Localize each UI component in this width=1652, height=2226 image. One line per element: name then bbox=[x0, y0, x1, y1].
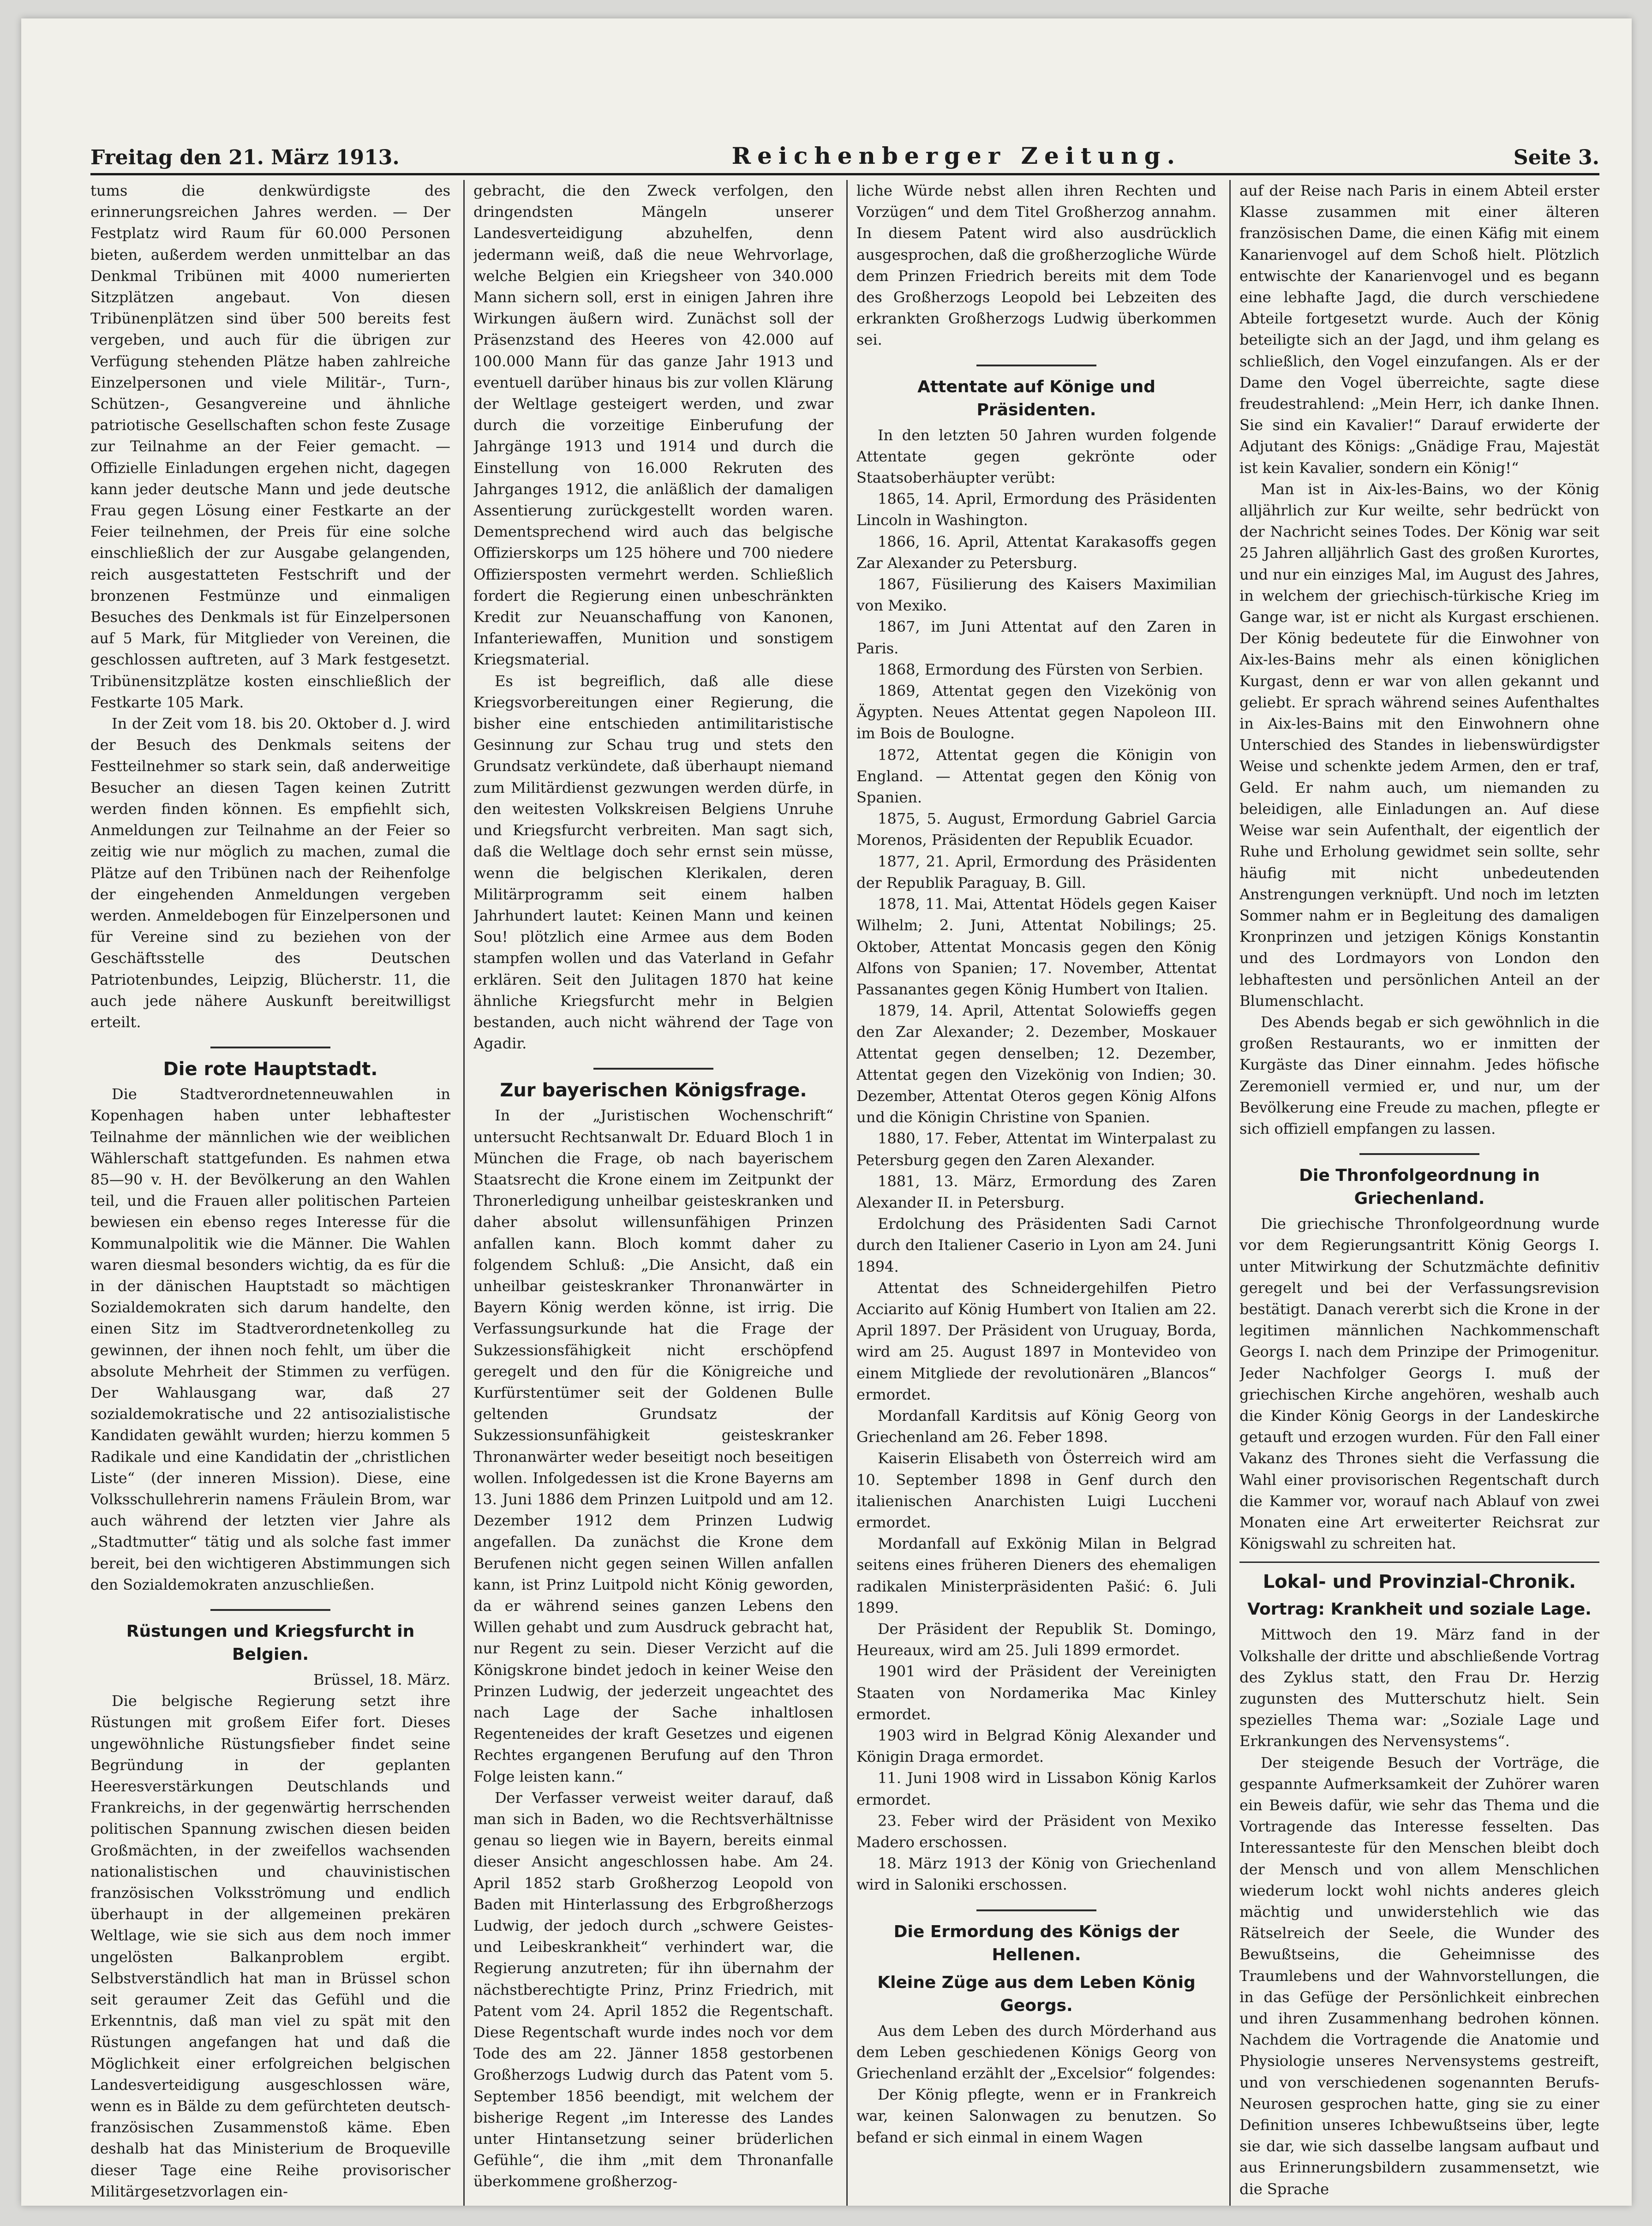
article-paragraph: auf der Reise nach Paris in einem Abteil erster Klasse zusammen mit einer älteren französischen Dame, die einen Käfig mit einem Kanarienvogel auf dem Schoß hielt. Plötzlich entwischte der Kanarienvogel und es begann eine lebhafte Jagd, die durch verschiedene Abteile fortgesetzt wurde. Auch der König beteiligte sich an der Jagd, und ihm gelang es schließlich, den Vogel einzufangen. Als er der Dame den Vogel überreichte, sagte diese freudestrahlend: „Mein Herr, ich danke Ihnen. Sie sind ein Kavalier!“ Darauf erwiderte der Adjutant des Königs: „Gnädige Frau, Majestät ist kein Kavalier, sondern ein König!“ bbox=[1239, 182, 1599, 477]
section-separator bbox=[1239, 1562, 1599, 1563]
attentat-list-item: Attentat des Schneidergehilfen Pietro Acciarito auf König Humbert von Italien am 22. April 1897. Der Präsident von Uruguay, Borda, wird am 25. August 1897 in Montevideo von einem Mitgliede der revolutionären „Blancos“ ermordet. bbox=[856, 1279, 1216, 1403]
article-separator bbox=[210, 1609, 330, 1611]
article-heading: Die rote Hauptstadt. bbox=[163, 1059, 378, 1080]
masthead-title: Reichenberger Zeitung. bbox=[731, 142, 1182, 169]
attentat-list-item: Mordanfall auf Exkönig Milan in Belgrad seitens eines früheren Dieners des ehemaligen radikalen Ministerpräsidenten Pašić: 6. Juli 1899. bbox=[856, 1535, 1216, 1616]
column-rule bbox=[846, 180, 848, 2206]
attentat-list-item: 1878, 11. Mai, Attentat Hödels gegen Kaiser Wilhelm; 2. Juni, Attentat Nobilings; 25. Oktober, Attentat Moncasis gegen den König Alfons von Spanien; 17. November, Attentat Passanantes gegen König Humbert von Italien. bbox=[856, 895, 1216, 998]
article-paragraph: Des Abends begab er sich gewöhnlich in die großen Restaurants, wo er inmitten der Kurgäste das Diner einnahm. Jedes höfische Zeremoniell vermied er, und nur, um der Bevölkerung eine Freude zu machen, pflegte er sich offiziell empfangen zu lassen. bbox=[1239, 1013, 1599, 1137]
column-3 bbox=[856, 180, 1216, 2206]
article-subheading: Vortrag: Krankheit und soziale Lage. bbox=[1247, 1600, 1592, 1619]
attentat-list-item: 18. März 1913 der König von Griechenland wird in Saloniki erschossen. bbox=[856, 1855, 1216, 1894]
article-paragraph: In der Zeit vom 18. bis 20. Oktober d. J. wird der Besuch des Denkmals seitens der Festteilnehmer so stark sein, daß anderweitige Besucher an diesen Tagen keinen Zutritt werden finden können. Es empfiehlt sich, Anmeldungen zur Teilnahme an der Feier so zeitig wie nur möglich zu machen, zumal die Plätze auf den Tribünen nach der Reihenfolge der eingehenden Anmeldungen vergeben werden. Anmeldebogen für Einzelpersonen und für Vereine sind zu beziehen von der Geschäftsstelle des Deutschen Patriotenbundes, Leipzig, Blücherstr. 11, die auch jede nähere Auskunft bereitwilligst erteilt. bbox=[90, 715, 450, 1031]
attentat-list-item: 1866, 16. April, Attentat Karakasoffs gegen Zar Alexander zu Petersburg. bbox=[856, 533, 1216, 572]
attentat-list-item: 1881, 13. März, Ermordung des Zaren Alexander II. in Petersburg. bbox=[856, 1172, 1216, 1211]
column-2 bbox=[473, 180, 833, 2206]
article-paragraph: Der König pflegte, wenn er in Frankreich war, keinen Salonwagen zu benutzen. So befand er sich einmal in einem Wagen bbox=[856, 2086, 1216, 2146]
attentat-list-item: 1867, im Juni Attentat auf den Zaren in Paris. bbox=[856, 618, 1216, 657]
attentat-list-item: 1901 wird der Präsident der Vereinigten Staaten von Nordamerika Mac Kinley ermordet. bbox=[856, 1663, 1216, 1723]
article-paragraph: Aus dem Leben des durch Mörderhand aus dem Leben geschiedenen Königs Georg von Griechenland erzählt der „Excelsior“ folgendes: bbox=[856, 2022, 1216, 2082]
article-heading: Die Ermordung des Königs der Hellenen. bbox=[893, 1922, 1179, 1964]
attentat-list-item: 1868, Ermordung des Fürsten von Serbien. bbox=[878, 660, 1203, 678]
attentat-list-item: 23. Feber wird der Präsident von Mexiko Madero erschossen. bbox=[856, 1812, 1216, 1851]
page-header bbox=[90, 143, 1599, 175]
column-rule bbox=[1229, 180, 1231, 2206]
columns bbox=[90, 180, 1599, 2206]
newspaper-page bbox=[21, 18, 1632, 2206]
article-paragraph: In der „Juristischen Wochenschrift“ untersucht Rechtsanwalt Dr. Eduard Bloch 1 in München die Frage, ob nach bayerischem Staatsrecht die Krone einem im Zeitpunkt der Thronerledigung unheilbar geisteskranken und daher absolut willensunfähigen Prinzen anfallen kann. Bloch kommt daher zu folgendem Schluß: „Die Ansicht, daß ein unheilbar geisteskranker Thronanwärter in Bayern König werden könne, ist irrig. Die Verfassungsurkunde hat die Frage der Sukzessionsfähigkeit nicht erschöpfend geregelt und den für die Königreiche und Kurfürstentümer seit der Goldenen Bulle geltenden Grundsatz der Sukzessionsunfähigkeit geisteskranker Thronanwärter weder beseitigt noch beseitigen wollen. Infolgedessen ist die Krone Bayerns am 13. Juni 1886 dem Prinzen Luitpold und am 12. Dezember 1912 dem Prinzen Ludwig angefallen. Da zunächst die Krone dem Berufenen nicht gegen seinen Willen anfallen kann, ist Prinz Luitpold nicht König geworden, da er während seines ganzen Lebens den Willen gehabt und zum Ausdruck gebracht hat, nur Regent zu sein. Dieser Verzicht auf die Königskrone bindet jedoch in keiner Weise den Prinzen Ludwig, der jederzeit ungeachtet des nach Lage der Sache inhaltlosen Regenteneides der kraft Gesetzes und eigenen Rechtes ergangenen Berufung auf den Thron Folge leisten kann.“ bbox=[473, 1107, 833, 1785]
article-paragraph: Die Stadtverordnetenneuwahlen in Kopenhagen haben unter lebhaftester Teilnahme der männlichen wie der weiblichen Wählerschaft stattgefunden. Es nahmen etwa 85—90 v. H. der Bevölkerung an den Wahlen teil, und die Frauen aller politischen Parteien bewiesen ein ebenso reges Interesse für die Kommunalpolitik wie die Männer. Die Wahlen waren diesmal besonders wichtig, da es für die in der dänischen Hauptstadt so mächtigen Sozialdemokraten sich darum handelte, den einen Sitz im Stadtverordnetenkolleg zu gewinnen, der ihnen noch fehlt, um über die absolute Mehrheit der Stimmen zu verfügen. Der Wahlausgang war, daß 27 sozialdemokratische und 22 antisozialistische Kandidaten gewählt wurden; hierzu kommen 5 Radikale und eine Kandidatin der „christlichen Liste“ (der inneren Mission). Diese, eine Volksschullehrerin namens Fräulein Brom, war auch während der letzten vier Jahre als „Stadtmutter“ tätig und als solche fast immer bereit, bei den wichtigeren Abstimmungen sich den Sozialdemokraten anzuschließen. bbox=[90, 1085, 450, 1593]
page-number: Seite 3. bbox=[1513, 146, 1599, 169]
attentat-list-item: 1869, Attentat gegen den Vizekönig von Ägypten. Neues Attentat gegen Napoleon III. im Bois de Boulogne. bbox=[856, 682, 1216, 742]
article-subheading: Kleine Züge aus dem Leben König Georgs. bbox=[877, 1973, 1196, 2015]
attentat-list bbox=[856, 488, 1216, 1895]
attentat-list-item: 1879, 14. April, Attentat Solowieffs gegen den Zar Alexander; 2. Dezember, Moskauer Attentat gegen denselben; 12. Dezember, Attentat gegen den Vizekönig von Indien; 30. Dezember, Attentat Oteros gegen König Alfons und die Königin Christine von Spanien. bbox=[856, 1002, 1216, 1126]
article-paragraph: Die griechische Thronfolgeordnung wurde vor dem Regierungsantritt König Georgs I. unter Mitwirkung der Schutzmächte definitiv geregelt und bei der Verfassungsrevision bestätigt. Danach vererbt sich die Krone in der legitimen männlichen Nachkommenschaft Georgs I. nach dem Prinzipe der Primogenitur. Jeder Nachfolger Georgs I. muß der griechischen Kirche angehören, weshalb auch die Kinder König Georgs in der Landeskirche getauft und erzogen wurden. Für den Fall einer Vakanz des Thrones sieht die Verfassung die Wahl einer provisorischen Regentschaft durch die Kammer vor, worauf nach Ablauf von zwei Monaten eine Art erweiterter Reichsrat zur Königswahl zu schreiten hat. bbox=[1239, 1215, 1599, 1553]
article-separator bbox=[593, 1068, 713, 1070]
article-paragraph: tums die denkwürdigste des erinnerungsreichen Jahres werden. — Der Festplatz wird Raum für 60.000 Personen bieten, außerdem werden unmittelbar an das Denkmal Tribünen mit 4000 numerierten Sitzplätzen angebaut. Von diesen Tribünenplätzen sind über 500 bereits fest vergeben, und auch für die übrigen zur Verfügung stehenden Plätze haben zahlreiche Einzelpersonen und viele Militär-, Turn-, Schützen-, Gesangvereine und ähnliche patriotische Gesellschaften schon feste Zusage zur Teilnahme an der Feier gemacht. — Offizielle Einladungen ergehen nicht, dagegen kann jeder deutsche Mann und jede deutsche Frau gegen Lösung einer Festkarte an der Feier teilnehmen, der Preis für eine solche einschließlich der zur Ausgabe gelangenden, reich ausgestatteten Festschrift und der bronzenen Festmünze und einmaligen Besuches des Denkmals ist für Einzelpersonen auf 5 Mark, für Mitglieder von Vereinen, die geschlossen auftreten, auf 3 Mark festgesetzt. Tribünensitzplätze kosten einschließlich der Festkarte 105 Mark. bbox=[90, 182, 450, 711]
attentat-list-item: Kaiserin Elisabeth von Österreich wird am 10. September 1898 in Genf durch den italienischen Anarchisten Luigi Luccheni ermordet. bbox=[856, 1449, 1216, 1531]
column-rule bbox=[463, 180, 465, 2206]
section-heading: Lokal- und Provinzial-Chronik. bbox=[1263, 1571, 1576, 1593]
attentat-list-item: 1872, Attentat gegen die Königin von England. — Attentat gegen den König von Spanien. bbox=[856, 746, 1216, 807]
article-separator bbox=[976, 365, 1096, 366]
article-paragraph: Der Verfasser verweist weiter darauf, daß man sich in Baden, wo die Rechtsverhältnisse genau so liegen wie in Bayern, bereits einmal dieser Ansicht angeschlossen habe. Am 24. April 1852 starb Großherzog Leopold von Baden mit Hinterlassung des Erbgroßherzogs Ludwig, der jedoch durch „schwere Geistes- und Leibeskrankheit“ verhindert war, die Regierung anzutreten; für ihn übernahm der nächstberechtigte Prinz, Prinz Friedrich, mit Patent vom 24. April 1852 die Regentschaft. Diese Regentschaft wurde indes noch vor dem Tode des am 22. Jänner 1858 gestorbenen Großherzogs Ludwig durch das Patent vom 5. September 1856 beendigt, mit welchem der bisherige Regent „im Interesse des Landes unter Hintansetzung seiner brüderlichen Gefühle“, die ihm „mit dem Thronanfalle überkommene großherzog- bbox=[473, 1789, 833, 2190]
article-paragraph: Man ist in Aix-les-Bains, wo der König alljährlich zur Kur weilte, sehr bedrückt von der Nachricht seines Todes. Der König war seit 25 Jahren alljährlich Gast des großen Kurortes, und nur ein einziges Mal, im August des Jahres, in welchem der griechisch-türkische Krieg im Gange war, ist er nicht als Kurgast erschienen. Der König bedeutete für die Einwohner von Aix-les-Bains mehr als einen königlichen Kurgast, denn er war von allen gekannt und geliebt. Er sprach während seines Aufenthaltes in Aix-les-Bains mit den Einwohnern ohne Unterschied des Standes in liebenswürdigster Weise und schenkte jedem Armen, den er traf, Geld. Er nahm auch, um niemanden zu beleidigen, alle Einladungen an. Auf diese Weise war sein Aufenthalt, der eigentlich der Ruhe und Erholung gewidmet sein sollte, sehr häufig mit nicht unbedeutenden Anstrengungen verknüpft. Und noch im letzten Sommer nahm er in Begleitung des damaligen Kronprinzen und jetzigen Königs Konstantin und des Lordmayors von London den lebhaftesten und persönlichen Anteil an der Blumenschlacht. bbox=[1239, 480, 1599, 1010]
dateline: Brüssel, 18. März. bbox=[313, 1671, 450, 1688]
attentat-list-item: 1865, 14. April, Ermordung des Präsidenten Lincoln in Washington. bbox=[856, 490, 1216, 529]
article-separator bbox=[1359, 1153, 1479, 1155]
article-paragraph: Es ist begreiflich, daß alle diese Kriegsvorbereitungen einer Regierung, die bisher eine entschieden antimilitaristische Gesinnung zur Schau trug und stets den Grundsatz verkündete, daß überhaupt niemand zum Militärdienst gezwungen werden dürfe, in den weitesten Volkskreisen Belgiens Unruhe und Kriegsfurcht verbreiten. Man sagt sich, daß die Weltlage doch sehr ernst sein müsse, wenn die belgischen Klerikalen, deren Militärprogramm seit einem halben Jahrhundert lautet: Keinen Mann und keinen Sou! plötzlich eine Armee aus dem Boden stampfen wollen und das Vaterland in Gefahr erklären. Seit den Julitagen 1870 hat keine ähnliche Kriegsfurcht mehr in Belgien bestanden, auch nicht während der Tage von Agadir. bbox=[473, 672, 833, 1053]
attentat-list-item: 1877, 21. April, Ermordung des Präsidenten der Republik Paraguay, B. Gill. bbox=[856, 852, 1216, 892]
attentat-list-item: Der Präsident der Republik St. Domingo, Heureaux, wird am 25. Juli 1899 ermordet. bbox=[856, 1620, 1216, 1659]
article-paragraph: Mittwoch den 19. März fand in der Volkshalle der dritte und abschließende Vortrag des Zyklus statt, den Frau Dr. Herzig zugunsten des Mutterschutz hielt. Sein spezielles Thema war: „Soziale Lage und Erkrankungen des Nervensystems“. bbox=[1239, 1626, 1599, 1750]
attentat-list-item: 11. Juni 1908 wird in Lissabon König Karlos ermordet. bbox=[856, 1769, 1216, 1808]
attentat-list-item: 1875, 5. August, Ermordung Gabriel Garcia Morenos, Präsidenten der Republik Ecuador. bbox=[856, 810, 1216, 849]
article-separator bbox=[210, 1047, 330, 1048]
article-heading: Die Thronfolgeordnung in Griechenland. bbox=[1299, 1166, 1540, 1209]
article-heading: Attentate auf Könige und Präsidenten. bbox=[917, 377, 1155, 419]
article-paragraph: liche Würde nebst allen ihren Rechten und Vorzügen“ und dem Titel Großherzog annahm. In diesem Patent wird also ausdrücklich ausgesprochen, daß die großherzogliche Würde dem Prinzen Friedrich bereits mit dem Tode des Großherzogs Leopold bei Lebzeiten des erkrankten Großherzogs Ludwig überkommen sei. bbox=[856, 182, 1216, 349]
attentat-list-item: 1903 wird in Belgrad König Alexander und Königin Draga ermordet. bbox=[856, 1727, 1216, 1766]
issue-date: Freitag den 21. März 1913. bbox=[90, 146, 400, 169]
article-paragraph: In den letzten 50 Jahren wurden folgende Attentate gegen gekrönte oder Staatsoberhäupter verübt: bbox=[856, 426, 1216, 487]
attentat-list-item: 1867, Füsilierung des Kaisers Maximilian von Mexiko. bbox=[856, 575, 1216, 615]
column-4 bbox=[1239, 180, 1599, 2206]
attentat-list-item: 1880, 17. Feber, Attentat im Winterpalast zu Petersburg gegen den Zaren Alexander. bbox=[856, 1130, 1216, 1169]
article-paragraph: gebracht, die den Zweck verfolgen, den dringendsten Mängeln unserer Landesverteidigung abzuhelfen, denn jedermann weiß, daß die neue Wehrvorlage, welche Belgien ein Kriegsheer von 340.000 Mann sichern soll, erst in einigen Jahren ihre Wirkungen äußern wird. Zunächst soll der Präsenzstand des Heeres von 42.000 auf 100.000 Mann für das ganze Jahr 1913 und eventuell darüber hinaus bis zur vollen Klärung der Weltlage gesteigert werden, und zwar durch die vorzeitige Einberufung der Jahrgänge 1913 und 1914 und durch die Einstellung von 16.000 Rekruten des Jahrganges 1912, die anläßlich der damaligen Assentierung zurückgestellt worden waren. Dementsprechend wird auch das belgische Offizierskorps um 125 höhere und 700 niedere Offiziersposten vermehrt werden. Schließlich fordert die Regierung einen unbeschränkten Kredit zur Neuanschaffung von Kanonen, Infanteriewaffen, Munition und sonstigem Kriegsmaterial. bbox=[473, 182, 833, 669]
attentat-list-item: Erdolchung des Präsidenten Sadi Carnot durch den Italiener Caserio in Lyon am 24. Juni 1894. bbox=[856, 1215, 1216, 1275]
attentat-list-item: Mordanfall Karditsis auf König Georg von Griechenland am 26. Feber 1898. bbox=[856, 1406, 1216, 1446]
article-heading: Zur bayerischen Königsfrage. bbox=[500, 1080, 807, 1101]
article-heading: Rüstungen und Kriegsfurcht in Belgien. bbox=[126, 1622, 415, 1664]
article-paragraph: Der steigende Besuch der Vorträge, die gespannte Aufmerksamkeit der Zuhörer waren ein Beweis dafür, wie sehr das Thema und die Vortragende das Interesse fesselten. Das Interessanteste für den Menschen bleibt doch der Mensch und von allem Menschlichen wiederum lockt wohl nichts anderes gleich mächtig und unwiderstehlich wie das Rätselreich der Seele, die Wunder des Bewußtseins, die Geheimnisse des Traumlebens und der Wahnvorstellungen, die in das Gefüge der Persönlichkeit einbrechen und ihren Zusammenhang bedrohen können. Nachdem die Vortragende die Anatomie und Physiologie unseres Nervensystems gestreift, und von verschiedenen sogenannten Berufs-Neurosen gesprochen hatte, ging sie zu einer Definition unseres Ichbewußtseins über, legte sie dar, wie sich dasselbe langsam aufbaut und aus Erinnerungsbildern zusammensetzt, wie die Sprache bbox=[1239, 1753, 1599, 2198]
article-separator bbox=[976, 1909, 1096, 1911]
column-1 bbox=[90, 180, 450, 2206]
article-paragraph: Die belgische Regierung setzt ihre Rüstungen mit großem Eifer fort. Dieses ungewöhnliche Rüstungsfieber findet seine Begründung in der geplanten Heeresverstärkungen Deutschlands und Frankreichs, in der gegenwärtig herrschenden politischen Spannung zwischen diesen beiden Großmächten, in der zweifellos wachsenden nationalistischen und chauvinistischen französischen Volksströmung und endlich überhaupt in der allgemeinen prekären Weltlage, wie sie sich aus dem noch immer ungelösten Balkanproblem ergibt. Selbstverständlich hat man in Brüssel schon seit geraumer Zeit das Gefühl und die Erkenntnis, daß man viel zu spät mit den Rüstungen angefangen hat und daß die Möglichkeit einer erfolgreichen belgischen Landesverteidigung ausgeschlossen wäre, wenn es in Bälde zu dem gefürchteten deutsch-französischen Zusammenstoß käme. Eben deshalb hat das Ministerium de Broqueville dieser Tage eine Reihe provisorischer Militärgesetzvorlagen ein- bbox=[90, 1692, 450, 2200]
